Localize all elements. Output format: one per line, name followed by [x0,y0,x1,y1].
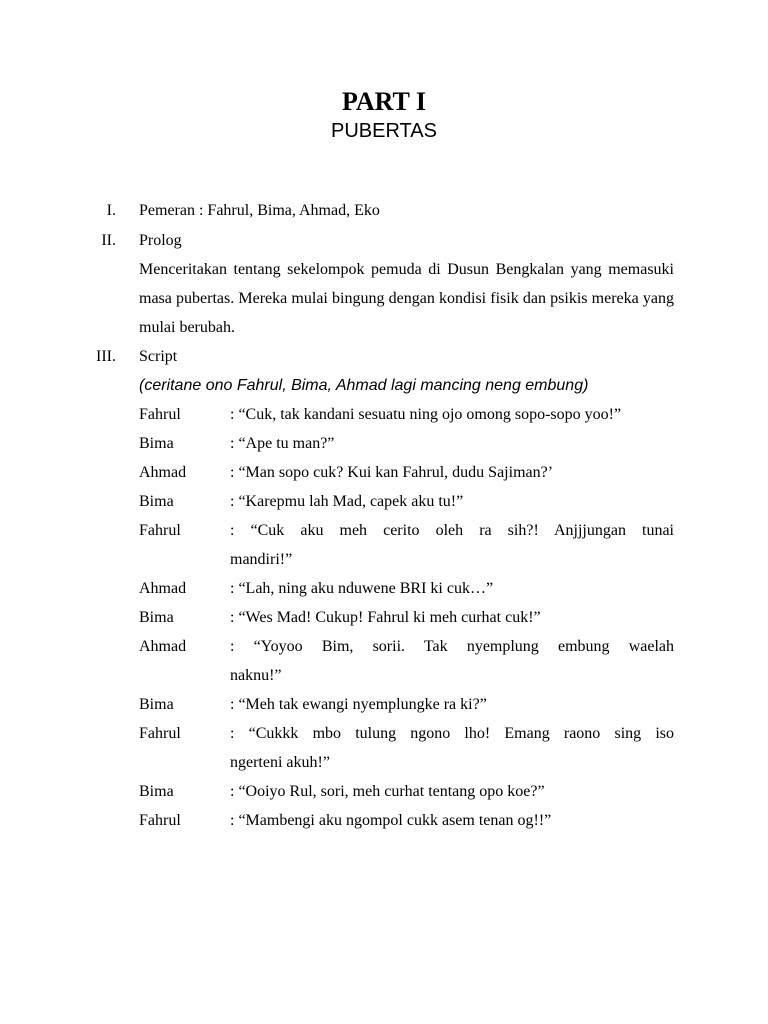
section-prolog-heading: Prolog [139,232,182,249]
section-numeral-1: I. [106,202,116,219]
dialog-text-block [230,632,674,690]
section-script-heading: Script [139,348,178,365]
dialog-line [139,458,674,487]
dialog-line [139,603,674,632]
part-subtitle: PUBERTAS [331,120,437,142]
dialog-line [139,516,674,574]
dialog-line [139,690,674,719]
section-numeral-3: III. [96,348,116,365]
part-title: PART I [341,87,427,116]
speaker-name: Bima [139,696,174,713]
section-cast: Pemeran : Fahrul, Bima, Ahmad, Eko [139,202,380,219]
dialog-text-continued: ngerteni akuh!” [230,754,330,771]
speaker-name: Ahmad [139,638,187,655]
speaker-name: Fahrul [139,812,181,829]
speaker-name: Fahrul [139,725,181,742]
dialog-text: : “Meh tak ewangi nyemplungke ra ki?” [230,696,487,713]
dialog-text: : “Cukkk mbo tulung ngono lho! Emang raono sing iso [230,725,674,742]
dialog-text: : “Cuk aku meh cerito oleh ra sih?! Anjjjungan tunai [230,522,674,539]
dialog-line [139,719,674,777]
section-numeral-2: II. [101,232,116,249]
dialog-text: : “Lah, ning aku nduwene BRI ki cuk…” [230,580,494,597]
dialog-text: : “Wes Mad! Cukup! Fahrul ki meh curhat cuk!” [230,609,541,626]
dialog-line [139,574,674,603]
speaker-name: Fahrul [139,522,181,539]
dialog-text: : “Man sopo cuk? Kui kan Fahrul, dudu Sajiman?’ [230,464,554,481]
dialog-text: : “Yoyoo Bim, sorii. Tak nyemplung embung waelah [230,638,674,655]
dialog-line [139,487,674,516]
dialog-text: : “Mambengi aku ngompol cukk asem tenan og!!” [230,812,552,829]
speaker-name: Bima [139,435,174,452]
stage-direction: (ceritane ono Fahrul, Bima, Ahmad lagi mancing neng embung) [139,377,589,394]
dialog-line [139,806,674,835]
speaker-name: Bima [139,493,174,510]
script-dialog [139,400,674,835]
dialog-text: : “Ape tu man?” [230,435,335,452]
dialog-line [139,632,674,690]
speaker-name: Ahmad [139,464,187,481]
dialog-text: : “Karepmu lah Mad, capek aku tu!” [230,493,464,510]
dialog-text: : “Cuk, tak kandani sesuatu ning ojo omong sopo-sopo yoo!” [230,406,622,423]
speaker-name: Fahrul [139,406,181,423]
dialog-text-continued: naknu!” [230,667,282,684]
speaker-name: Ahmad [139,580,187,597]
dialog-line [139,400,674,429]
dialog-line [139,429,674,458]
dialog-line [139,777,674,806]
dialog-text-block [230,719,674,777]
speaker-name: Bima [139,783,174,800]
dialog-text-continued: mandiri!” [230,551,293,568]
prolog-paragraph: Menceritakan tentang sekelompok pemuda di Dusun Bengkalan yang memasuki masa pubertas. Mereka mulai bingung dengan kondisi fisik dan psikis mereka yang mulai berubah. [139,261,674,336]
dialog-text: : “Ooiyo Rul, sori, meh curhat tentang opo koe?” [230,783,545,800]
dialog-text-block [230,516,674,574]
speaker-name: Bima [139,609,174,626]
